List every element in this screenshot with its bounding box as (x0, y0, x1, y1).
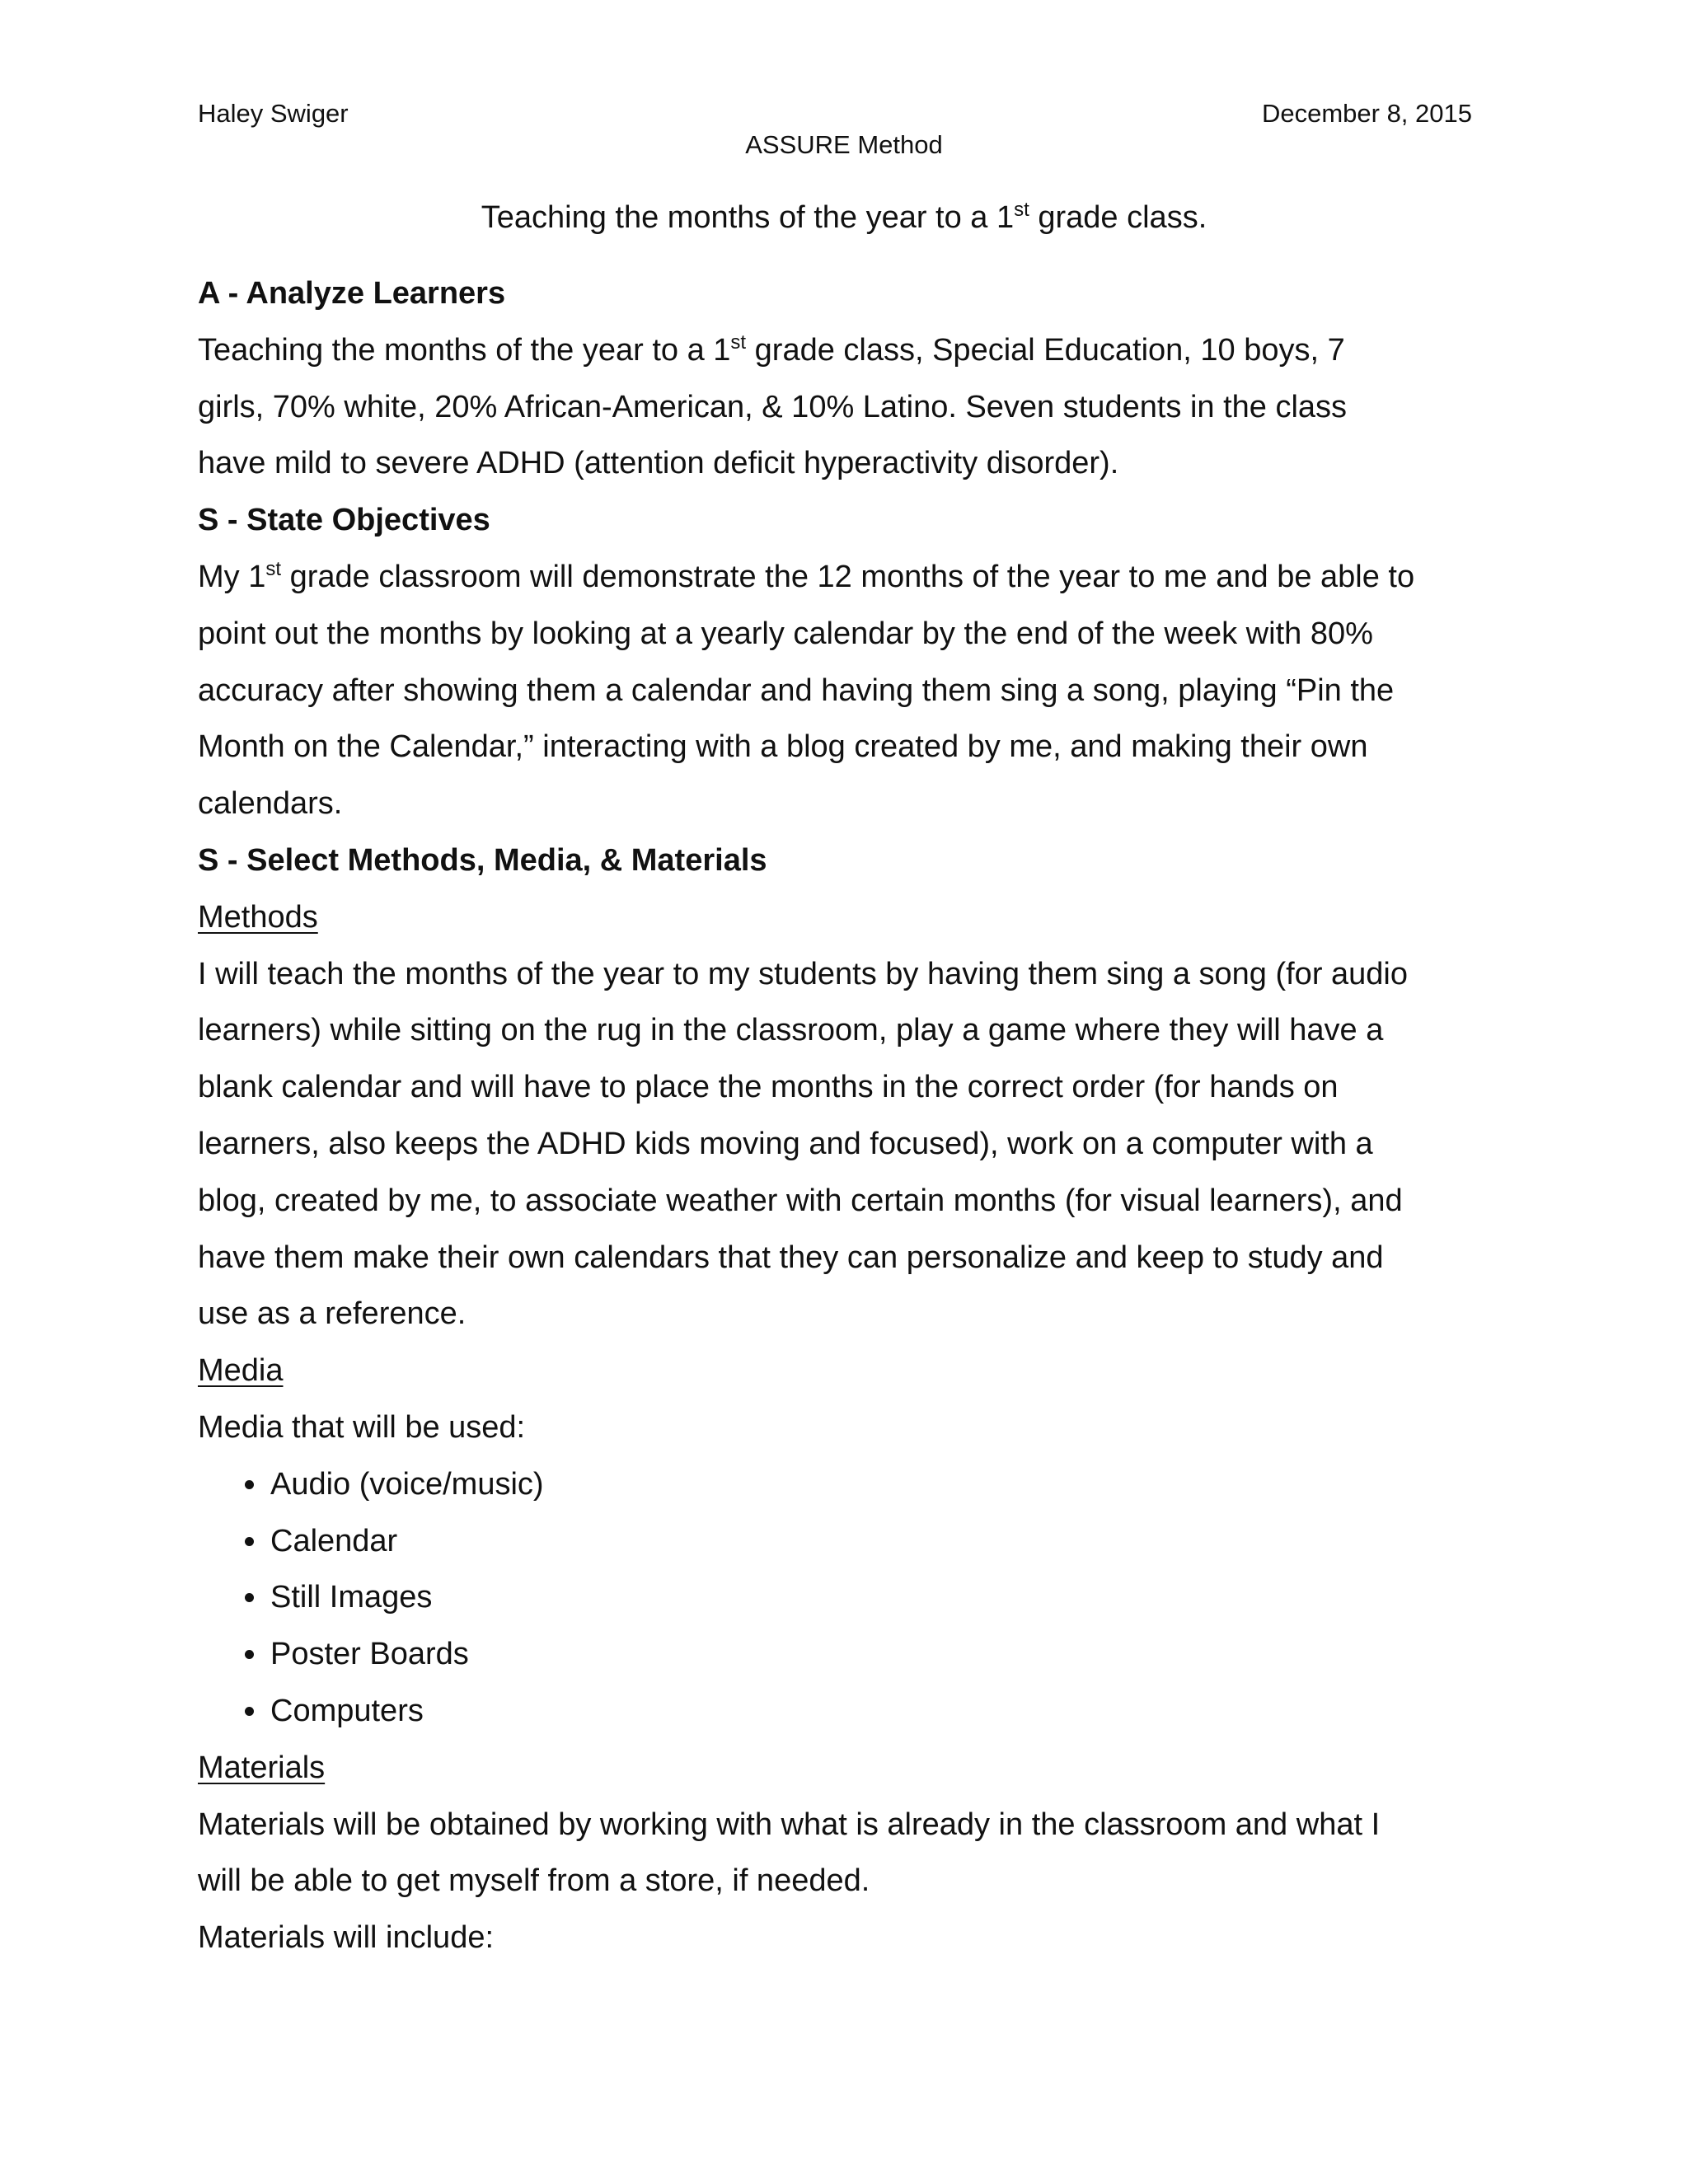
document-date: December 8, 2015 (1261, 99, 1472, 128)
subtitle-text-end: grade class. (1029, 200, 1207, 235)
paragraph-line: will be able to get myself from a store, if needed. (198, 1863, 870, 1899)
ordinal-suffix: st (265, 557, 282, 580)
list-item-text: Computers (270, 1693, 424, 1728)
author-name: Haley Swiger (198, 99, 349, 128)
list-item-text: Calendar (270, 1523, 398, 1558)
subheading-text: Methods (198, 899, 318, 935)
list-item (198, 1513, 1508, 1570)
subheading-text: Media (198, 1353, 284, 1389)
paragraph-line: accuracy after showing them a calendar and having them sing a song, playing “Pin the (198, 673, 1395, 708)
bullet-icon (245, 1707, 254, 1716)
section-heading-analyze: A - Analyze Learners (198, 276, 506, 311)
subheading-methods (198, 889, 1508, 946)
bullet-icon (245, 1537, 254, 1546)
subheading-materials (198, 1740, 1508, 1797)
list-item-text: Audio (voice/music) (270, 1466, 544, 1502)
ordinal-suffix: st (730, 330, 747, 354)
paragraph-line: calendars. (198, 786, 343, 822)
paragraph-line: Materials will be obtained by working with what is already in the classroom and what I (198, 1807, 1381, 1842)
paragraph-line (198, 549, 1508, 606)
paragraph-line: learners) while sitting on the rug in the classroom, play a game where they will have a (198, 1013, 1384, 1048)
subheading-text: Materials (198, 1750, 326, 1785)
bullet-icon (245, 1480, 254, 1489)
list-item (198, 1626, 1508, 1683)
paragraph-line: use as a reference. (198, 1296, 467, 1332)
text-run: My 1 (198, 559, 266, 594)
paragraph-line: learners, also keeps the ADHD kids moving and focused), work on a computer with a (198, 1126, 1373, 1161)
text-run: Teaching the months of the year to a 1 (198, 332, 731, 368)
list-item (198, 1683, 1508, 1740)
section-heading-select: S - Select Methods, Media, & Materials (198, 842, 767, 878)
paragraph-line: girls, 70% white, 20% African-American, & 10% Latino. Seven students in the class (198, 389, 1348, 424)
list-item (198, 1456, 1508, 1513)
paragraph-line: Materials will include: (198, 1920, 495, 1956)
paragraph-line (198, 322, 1508, 379)
paragraph-line: Month on the Calendar,” interacting with a blog created by me, and making their own (198, 729, 1368, 765)
subtitle-ordinal: st (1014, 199, 1029, 221)
lesson-subtitle (0, 198, 1688, 237)
subtitle-text: Teaching the months of the year to a 1 (481, 200, 1015, 235)
subheading-media (198, 1343, 1508, 1399)
document-title: ASSURE Method (745, 130, 943, 159)
paragraph-line: have them make their own calendars that they can personalize and keep to study and (198, 1240, 1384, 1275)
paragraph-line: blog, created by me, to associate weather with certain months (for visual learners), and (198, 1183, 1403, 1218)
document-body (198, 265, 1508, 1966)
paragraph-line: blank calendar and will have to place the months in the correct order (for hands on (198, 1070, 1339, 1105)
paragraph-line: Media that will be used: (198, 1409, 526, 1445)
paragraph-line: I will teach the months of the year to my students by having them sing a song (for audio (198, 956, 1409, 991)
section-heading-objectives: S - State Objectives (198, 503, 490, 538)
list-item-text: Poster Boards (270, 1637, 469, 1672)
list-item-text: Still Images (270, 1580, 433, 1615)
list-item (198, 1569, 1508, 1626)
text-run: grade class, Special Education, 10 boys, 7 (746, 332, 1345, 368)
text-run: grade classroom will demonstrate the 12 months of the year to me and be able to (281, 559, 1415, 594)
paragraph-line: have mild to severe ADHD (attention deficit hyperactivity disorder). (198, 446, 1119, 481)
paragraph-line: point out the months by looking at a yearly calendar by the end of the week with 80% (198, 616, 1373, 651)
